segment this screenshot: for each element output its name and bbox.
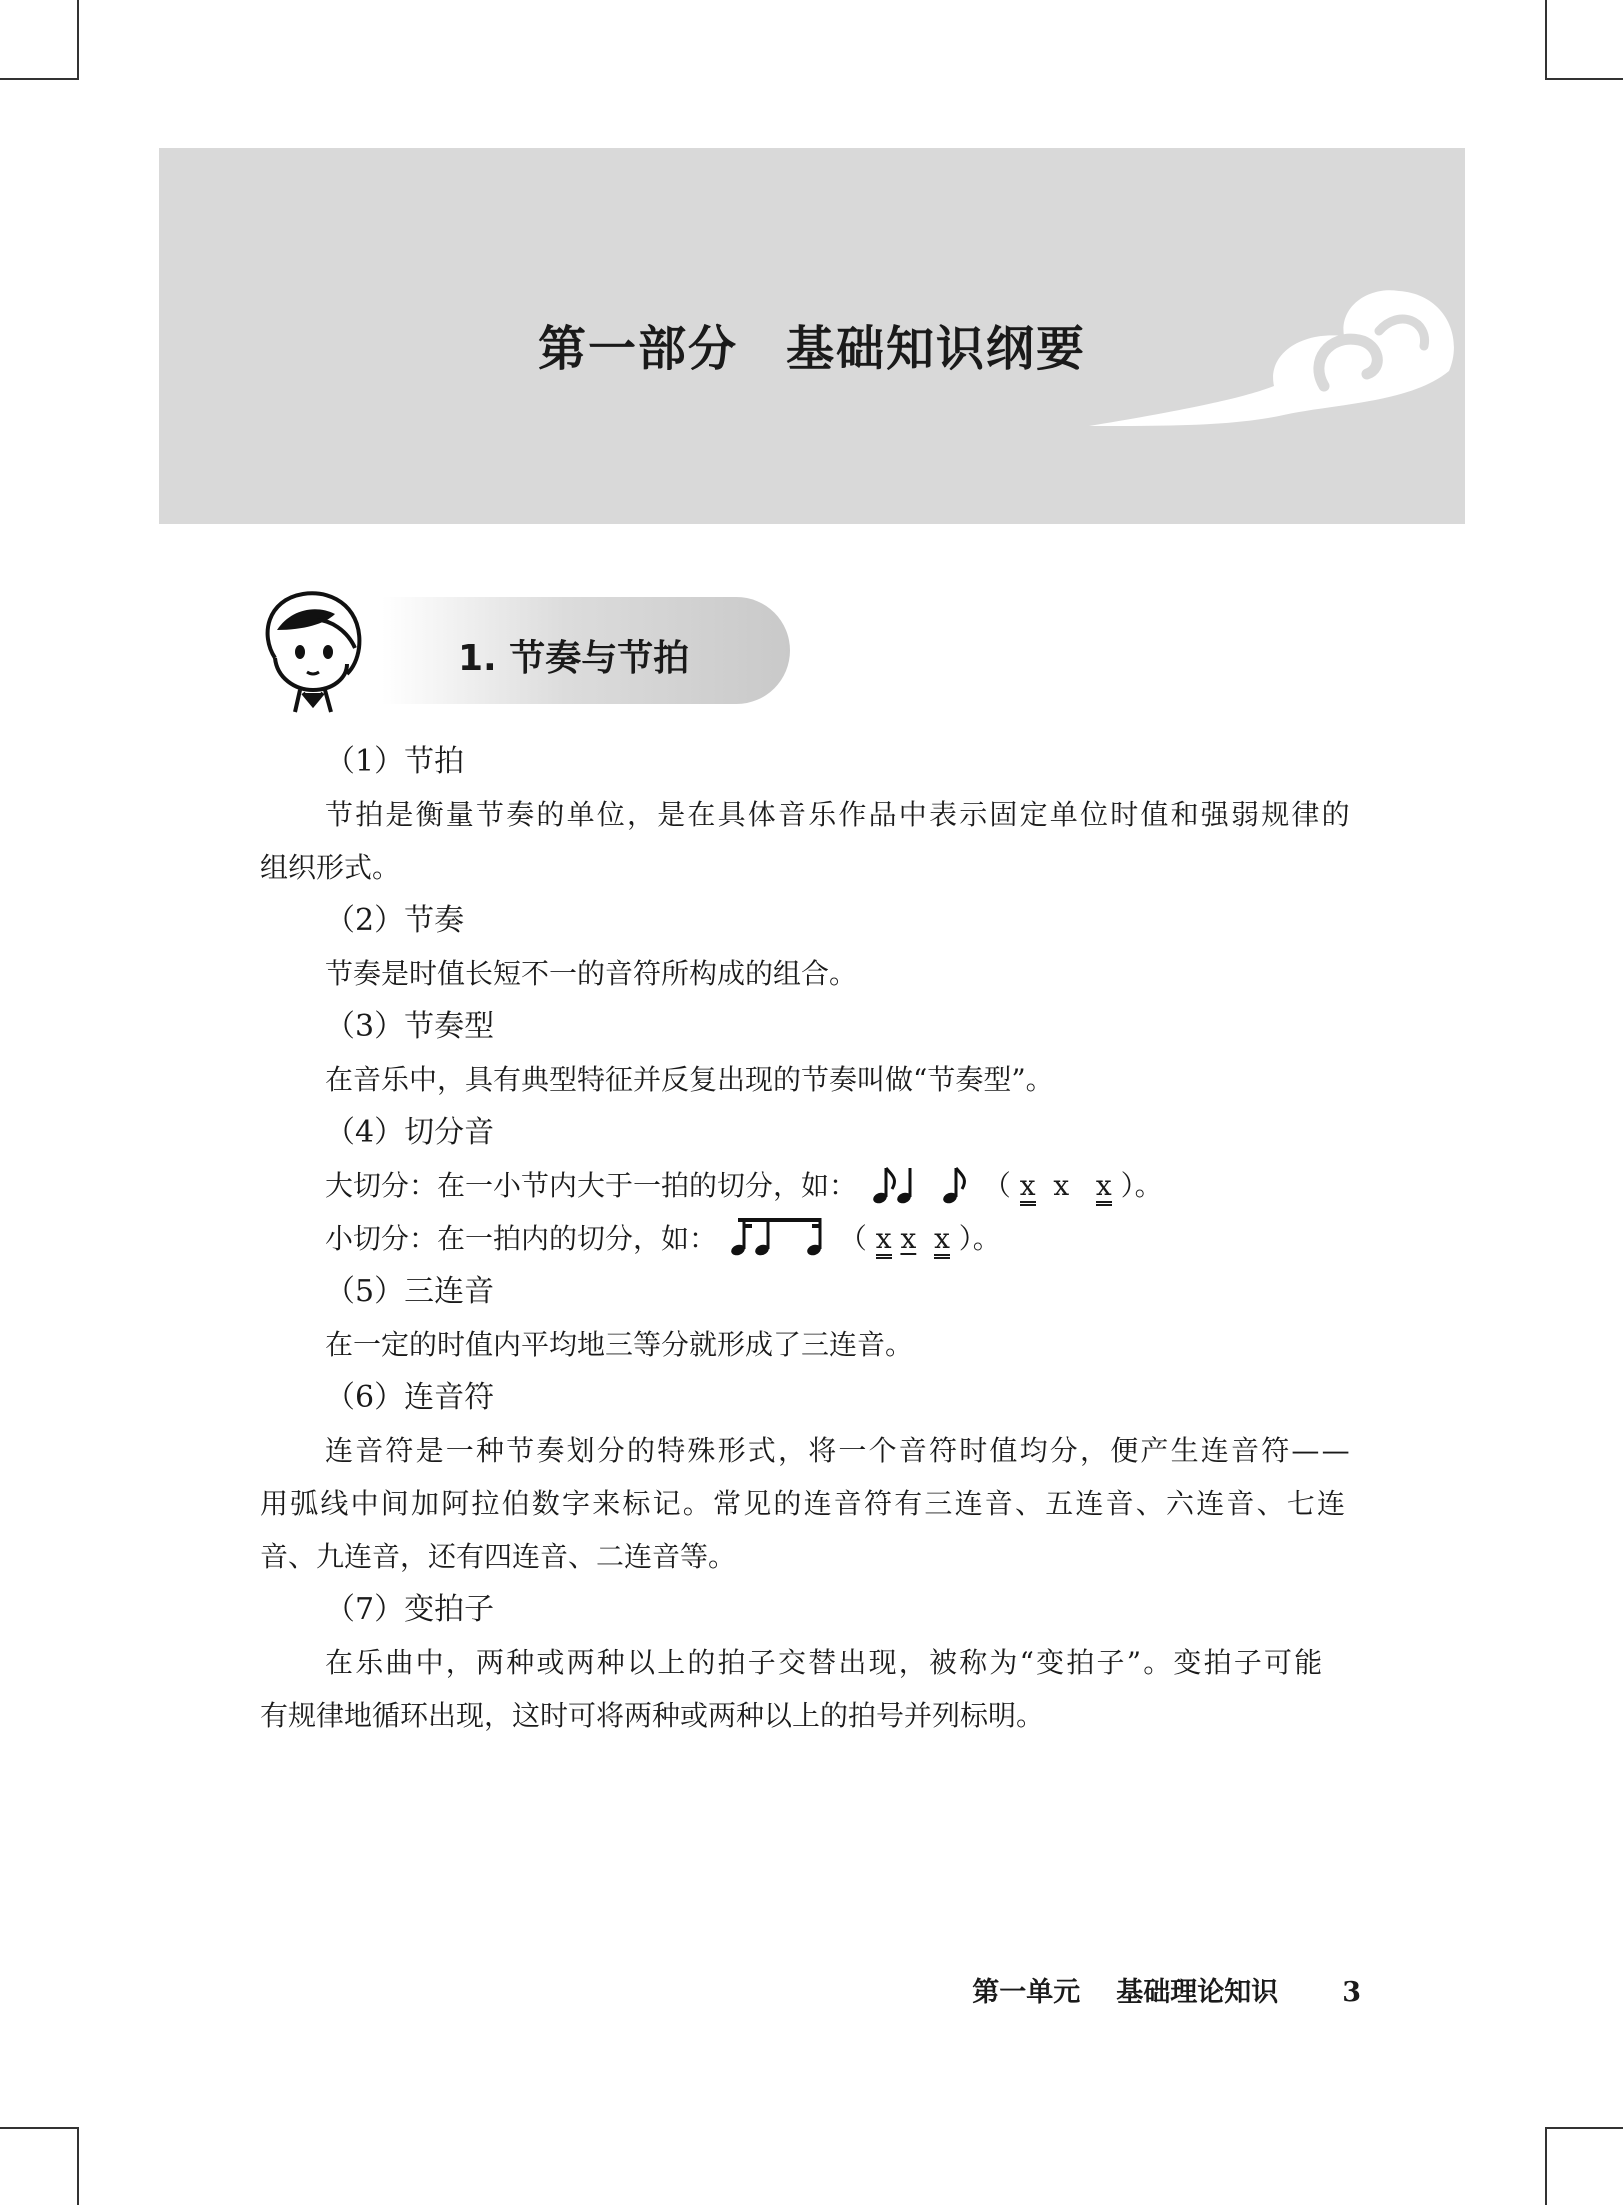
note-x-eighth: x [1020,1172,1036,1206]
rhythm-notation-icon [870,1165,970,1205]
paragraph-line: 用弧线中间加阿拉伯数字来标记。常见的连音符有三连音、五连音、六连音、七连 [260,1487,1348,1520]
paragraph-line: 在音乐中，具有典型特征并反复出现的节奏叫做“节奏型”。 [325,1063,1054,1096]
item-heading-4: （4）切分音 [325,1115,495,1150]
section-title: 1. 节奏与节拍 [458,638,690,679]
paragraph-line: 连音符是一种节奏划分的特殊形式，将一个音符时值均分，便产生连音符—— [325,1434,1352,1467]
page-footer [972,1970,1361,2009]
footer-chapter: 第一单元 [972,1977,1081,2008]
note-x-eighth: x [900,1222,917,1255]
item-heading-1: （1）节拍 [325,744,465,779]
crop-mark-top-left-v [77,0,79,78]
item-heading-5: （5）三连音 [325,1274,495,1309]
cartoon-girl-icon [255,590,370,715]
paragraph-line: 音、九连音，还有四连音、二连音等。 [260,1540,737,1573]
note-x-sixteenth: x [876,1225,892,1259]
paren-open: （ [982,1169,1011,1202]
paragraph-line: 节奏是时值长短不一的音符所构成的组合。 [325,957,858,990]
paragraph-line: 有规律地循环出现，这时可将两种或两种以上的拍号并列标明。 [260,1699,1045,1732]
paragraph-line: 在乐曲中，两种或两种以上的拍子交替出现，被称为“变拍子”。变拍子可能 [325,1646,1325,1679]
small-syncopation-label: 小切分：在一拍内的切分，如： [325,1222,718,1255]
item-heading-3: （3）节奏型 [325,1009,495,1044]
item-heading-2: （2）节奏 [325,903,465,938]
crop-mark-top-left-h [0,78,79,80]
note-x-quarter: x [1053,1169,1070,1202]
item-heading-7: （7）变拍子 [325,1592,495,1627]
crop-mark-top-right-v [1545,0,1547,78]
page-number: 3 [1342,1977,1361,2008]
crop-mark-bottom-left-h [0,2127,79,2129]
paragraph-line: 组织形式。 [260,851,401,884]
part-banner [159,148,1465,524]
part-title: 第一部分 基础知识纲要 [537,321,1087,377]
big-syncopation-label: 大切分：在一小节内大于一拍的切分，如： [325,1169,858,1202]
paragraph-line: 节拍是衡量节奏的单位，是在具体音乐作品中表示固定单位时值和强弱规律的 [325,798,1352,831]
crop-mark-bottom-right-v [1545,2127,1547,2205]
rhythm-notation-icon [730,1214,826,1258]
footer-title: 基础理论知识 [1116,1977,1279,2008]
paren-close: ）。 [958,1222,1001,1255]
note-x-eighth: x [1096,1172,1112,1206]
crop-mark-top-right-h [1545,78,1623,80]
paren-open: （ [838,1222,867,1255]
crop-mark-bottom-right-h [1545,2127,1623,2129]
big-syncopation-line [260,1159,1365,1212]
crop-mark-bottom-left-v [77,2127,79,2205]
paragraph-line: 在一定的时值内平均地三等分就形成了三连音。 [325,1328,914,1361]
note-x-sixteenth: x [934,1225,950,1259]
paren-close: ）。 [1120,1169,1163,1202]
small-syncopation-line [260,1212,1365,1265]
body-content [260,735,1365,1742]
item-heading-6: （6）连音符 [325,1380,495,1415]
